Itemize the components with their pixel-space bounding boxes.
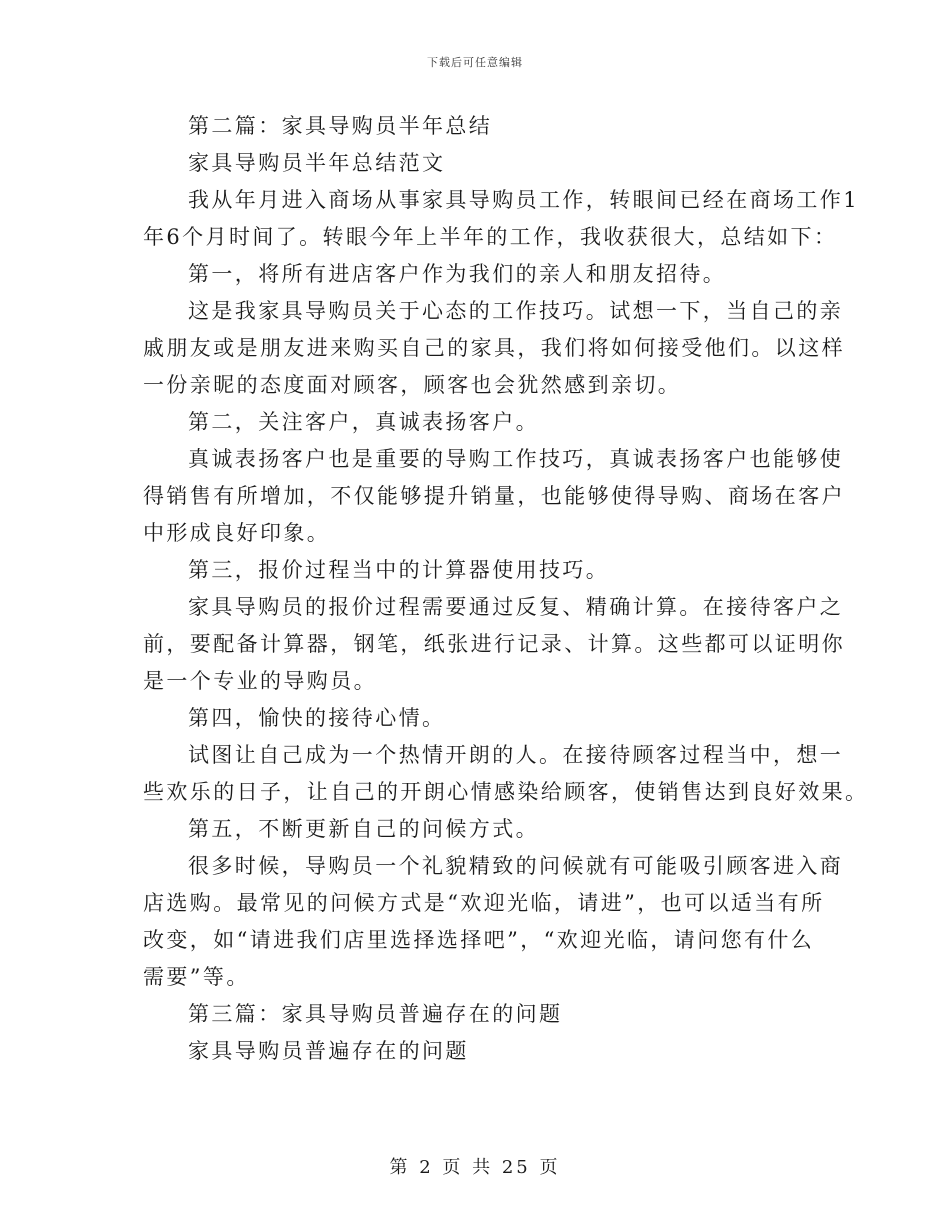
- point-heading: 第三，报价过程当中的计算器使用技巧。: [188, 558, 610, 582]
- paragraph-line: 一份亲昵的态度面对顾客，顾客也会犹然感到亲切。: [143, 373, 682, 397]
- paragraph-line: 前，要配备计算器，钢笔，纸张进行记录、计算。这些都可以证明你: [143, 632, 845, 656]
- paragraph-line: 年6个月时间了。转眼今年上半年的工作，我收获很大，总结如下：: [143, 225, 838, 249]
- paragraph-line: 得销售有所增加，不仅能够提升销量，也能够使得导购、商场在客户: [143, 484, 845, 508]
- subsection-title: 家具导购员半年总结范文: [188, 151, 446, 175]
- point-heading: 第一，将所有进店客户作为我们的亲人和朋友招待。: [188, 262, 727, 286]
- section-title-3: 第三篇：家具导购员普遍存在的问题: [188, 1002, 563, 1026]
- document-body: [143, 108, 869, 1070]
- page-header-note: 下载后可任意编辑: [427, 56, 523, 69]
- paragraph-line: 很多时候，导购员一个礼貌精致的问候就有可能吸引顾客进入商: [188, 854, 844, 878]
- paragraph-line: 家具导购员的报价过程需要通过反复、精确计算。在接待客户之: [188, 595, 844, 619]
- paragraph-line: 是一个专业的导购员。: [143, 669, 377, 693]
- paragraph-line: 戚朋友或是朋友进来购买自己的家具，我们将如何接受他们。以这样: [143, 336, 845, 360]
- point-heading: 第五，不断更新自己的问候方式。: [188, 817, 539, 841]
- page-number-footer: 第 2 页 共 25 页: [389, 1157, 561, 1178]
- paragraph-line: 改变，如“请进我们店里选择选择吧”，“欢迎光临，请问您有什么: [143, 928, 815, 952]
- paragraph-line: 需要”等。: [143, 965, 250, 989]
- point-heading: 第二，关注客户，真诚表扬客户。: [188, 410, 539, 434]
- paragraph-line: 真诚表扬客户也是重要的导购工作技巧，真诚表扬客户也能够使: [188, 447, 844, 471]
- paragraph-line: 些欢乐的日子，让自己的开朗心情感染给顾客，使销售达到良好效果。: [143, 780, 869, 804]
- paragraph-line: 我从年月进入商场从事家具导购员工作，转眼间已经在商场工作1: [188, 188, 859, 212]
- point-heading: 第四，愉快的接待心情。: [188, 706, 446, 730]
- section-title-2: 第二篇：家具导购员半年总结: [188, 114, 493, 138]
- paragraph-line: 中形成良好印象。: [143, 521, 331, 545]
- paragraph-line: 试图让自己成为一个热情开朗的人。在接待顾客过程当中，想一: [188, 743, 844, 767]
- paragraph-line: 这是我家具导购员关于心态的工作技巧。试想一下，当自己的亲: [188, 299, 844, 323]
- paragraph-line: 店选购。最常见的问候方式是“欢迎光临，请进”，也可以适当有所: [143, 891, 825, 915]
- subsection-title: 家具导购员普遍存在的问题: [188, 1039, 469, 1063]
